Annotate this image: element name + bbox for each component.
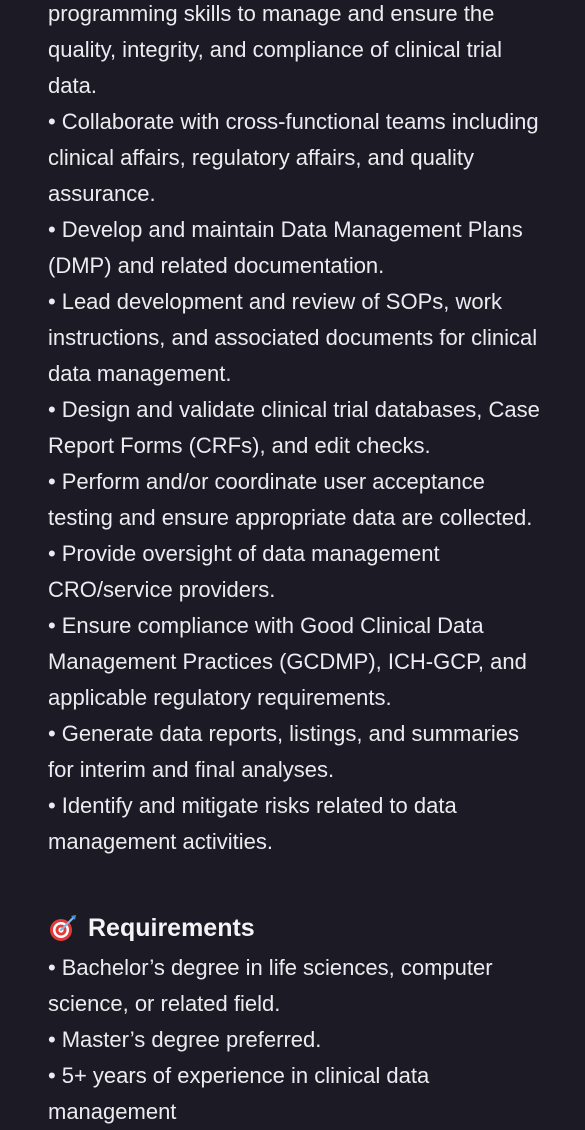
list-item: • Lead development and review of SOPs, work instructions, and associated documents for clinical data management. bbox=[48, 289, 538, 386]
bullet-dot: • bbox=[48, 469, 56, 494]
bullet-dot: • bbox=[48, 217, 56, 242]
list-item: • Generate data reports, listings, and summaries for interim and final analyses. bbox=[48, 721, 520, 782]
list-item: • Master’s degree preferred. bbox=[48, 1027, 322, 1052]
section-spacer bbox=[48, 860, 548, 910]
bullet-dot: • bbox=[48, 955, 56, 980]
requirements-title: Requirements bbox=[88, 914, 255, 942]
bullet-dot: • bbox=[48, 397, 56, 422]
responsibilities-list bbox=[48, 104, 548, 860]
bullet-dot: • bbox=[48, 1063, 56, 1088]
list-item: • Design and validate clinical trial databases, Case Report Forms (CRFs), and edit checks. bbox=[48, 397, 540, 458]
requirements-list bbox=[48, 950, 548, 1130]
list-item: • Identify and mitigate risks related to data management activities. bbox=[48, 793, 457, 854]
list-item: • Develop and maintain Data Management Plans (DMP) and related documentation. bbox=[48, 217, 523, 278]
message-content bbox=[48, 0, 548, 1130]
bullet-dot: • bbox=[48, 109, 56, 134]
bullet-dot: • bbox=[48, 289, 56, 314]
requirements-heading bbox=[48, 910, 548, 946]
list-item: • Provide oversight of data management CRO/service providers. bbox=[48, 541, 440, 602]
target-dart-icon bbox=[48, 913, 78, 943]
list-item: • 5+ years of experience in clinical data management bbox=[48, 1063, 430, 1124]
bullet-dot: • bbox=[48, 1027, 56, 1052]
bullet-dot: • bbox=[48, 721, 56, 746]
bullet-dot: • bbox=[48, 793, 56, 818]
responsibilities-intro: programming skills to manage and ensure the quality, integrity, and compliance of clinical trial data. bbox=[48, 1, 503, 98]
list-item: • Ensure compliance with Good Clinical Data Management Practices (GCDMP), ICH-GCP, and applicable regulatory requirements. bbox=[48, 613, 527, 710]
list-item: • Perform and/or coordinate user acceptance testing and ensure appropriate data are collected. bbox=[48, 469, 533, 530]
list-item: • Collaborate with cross-functional teams including clinical affairs, regulatory affairs, and quality assurance. bbox=[48, 109, 539, 206]
bullet-dot: • bbox=[48, 541, 56, 566]
bullet-dot: • bbox=[48, 613, 56, 638]
list-item: • Bachelor’s degree in life sciences, computer science, or related field. bbox=[48, 955, 493, 1016]
